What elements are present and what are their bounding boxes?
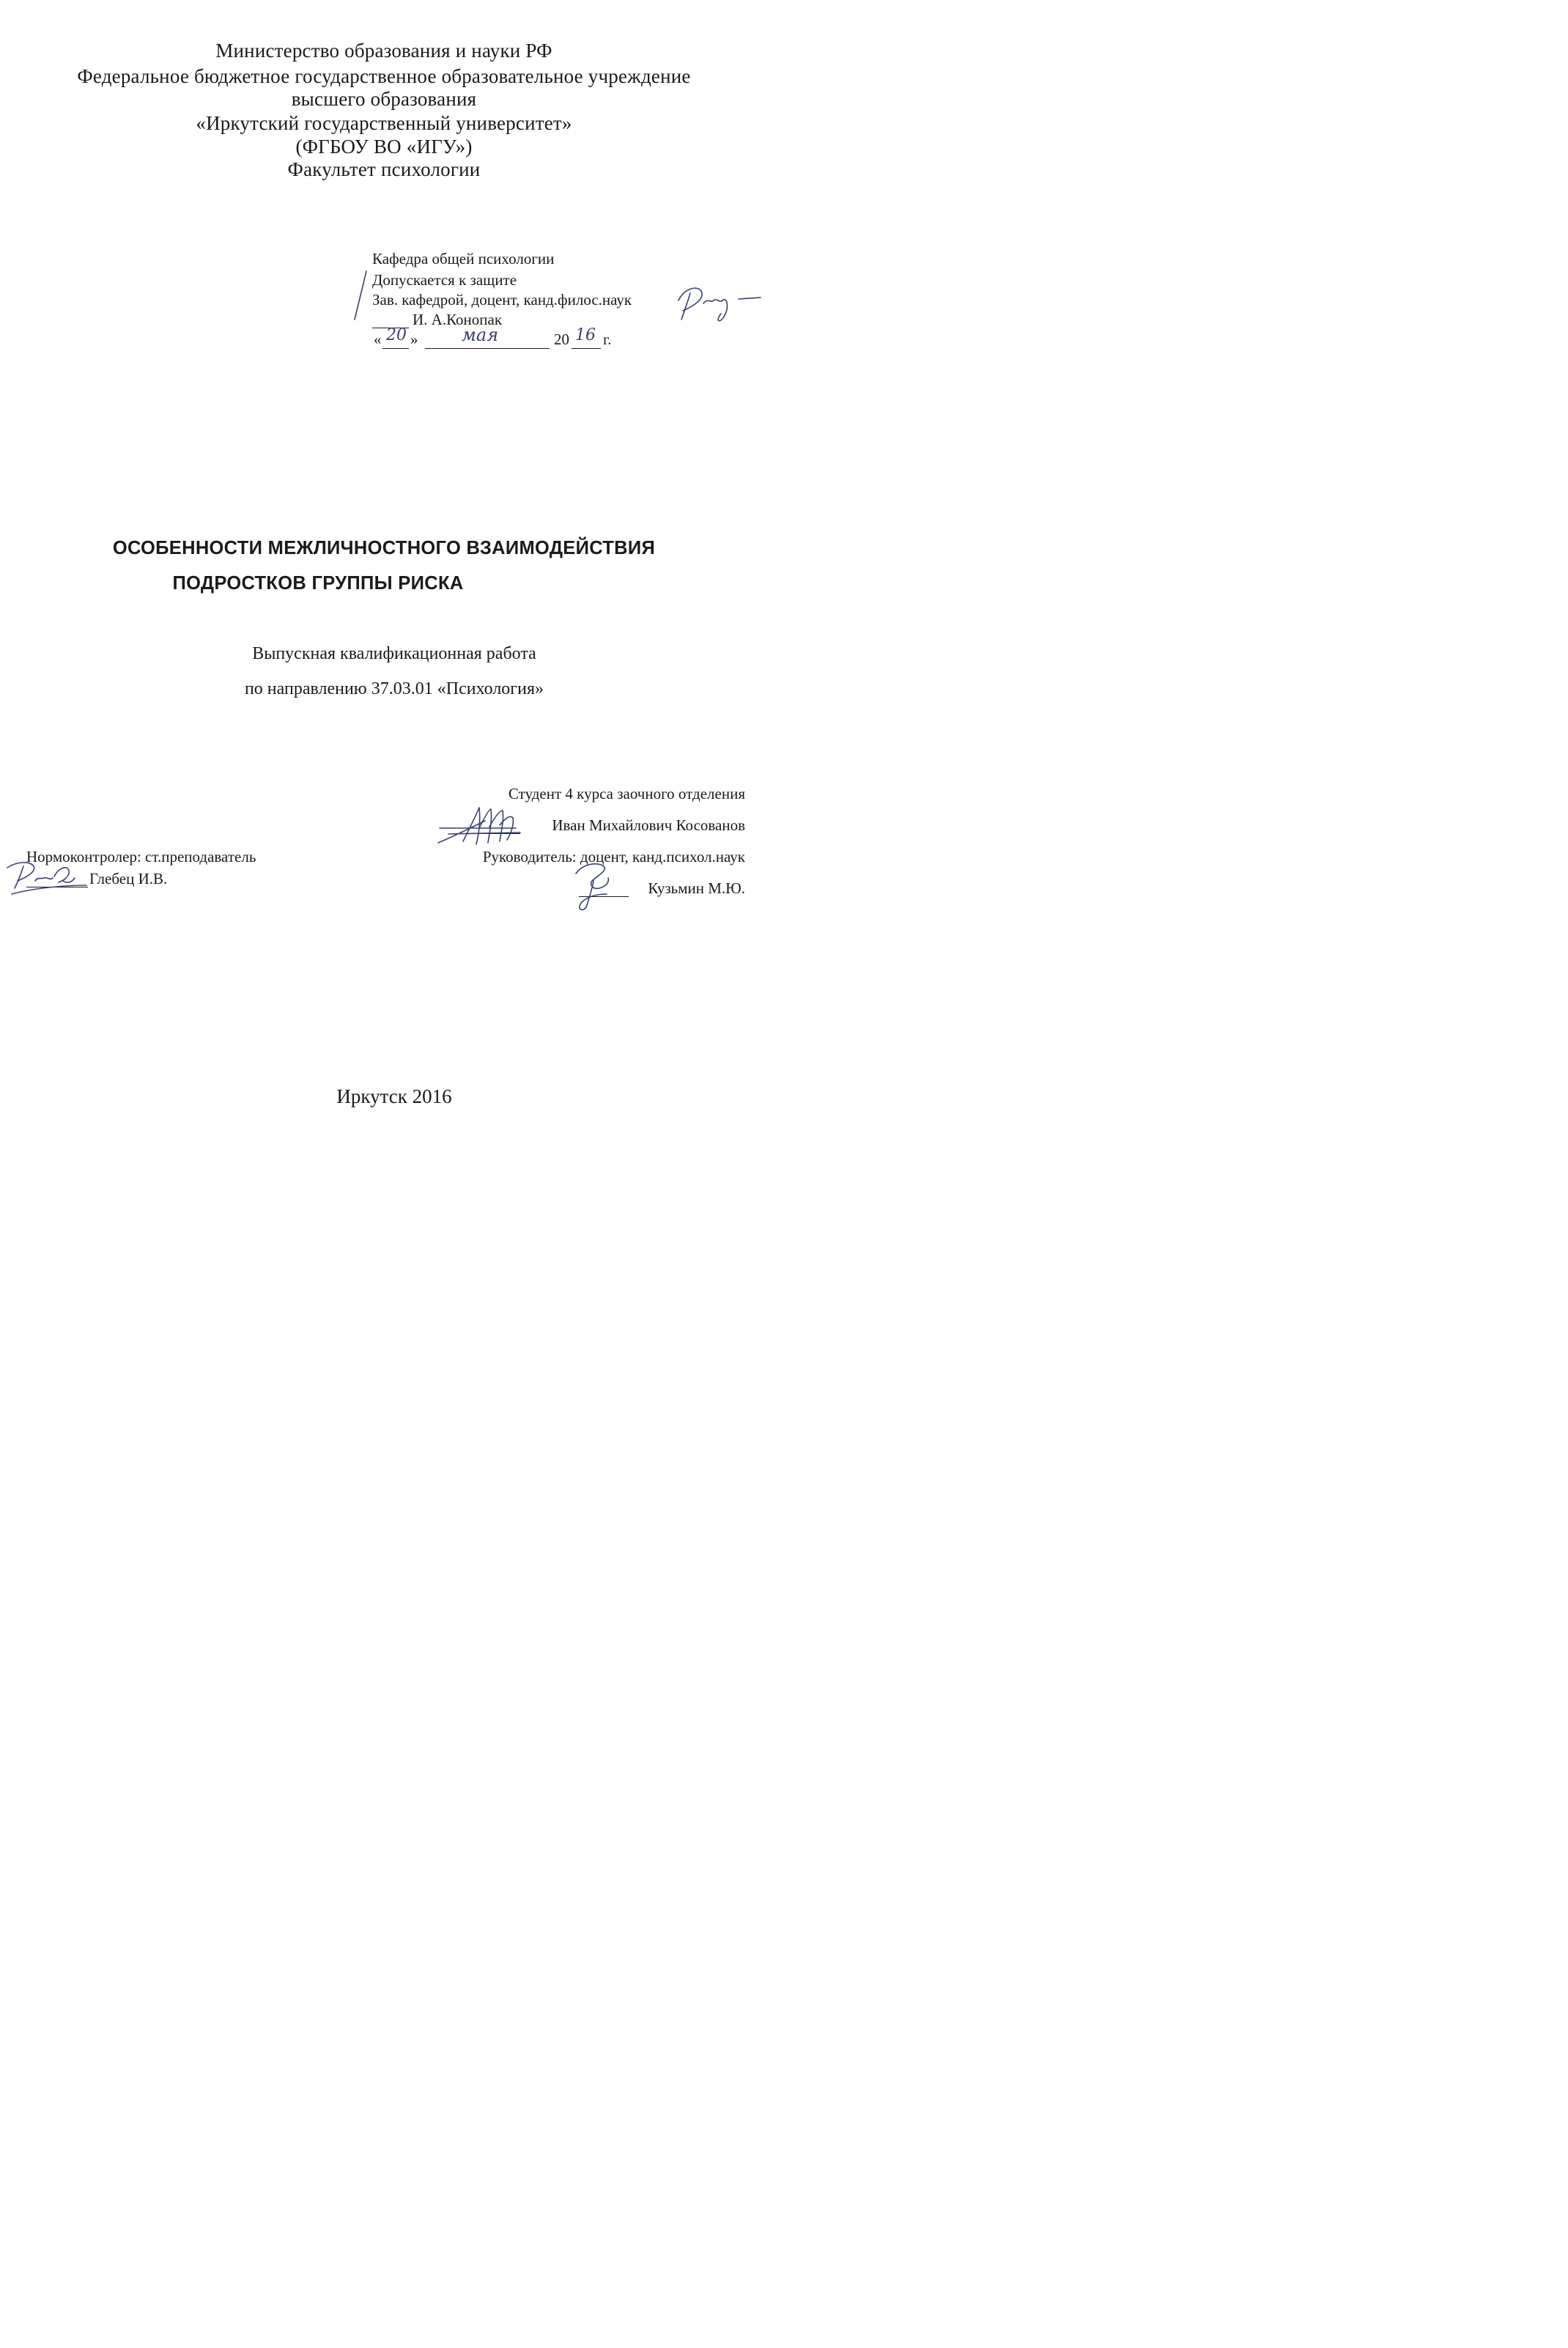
admitted-to-defense: Допускается к защите bbox=[372, 271, 517, 289]
supervisor-name: Кузьмин М.Ю. bbox=[648, 879, 745, 897]
thesis-title-line-2: ПОДРОСТКОВ ГРУППЫ РИСКА bbox=[172, 573, 464, 594]
normcontroller-signature-icon bbox=[4, 856, 92, 907]
student-title: Студент 4 курса заочного отделения bbox=[508, 785, 745, 802]
date-month-line bbox=[425, 348, 550, 349]
student-signature-icon bbox=[434, 799, 529, 857]
department-name: Кафедра общей психологии bbox=[372, 250, 555, 267]
student-name: Иван Михайлович Косованов bbox=[552, 816, 745, 834]
supervisor-signature-icon bbox=[567, 856, 626, 915]
date-day-line bbox=[382, 348, 409, 349]
thesis-title-line-1: ОСОБЕННОСТИ МЕЖЛИЧНОСТНОГО ВЗАИМОДЕЙСТВИЯ bbox=[112, 538, 656, 558]
study-direction: по направлению 37.03.01 «Психология» bbox=[244, 679, 544, 698]
handwritten-month: мая bbox=[462, 325, 499, 345]
university-name: «Иркутский государственный университет» bbox=[196, 112, 572, 134]
date-close-quote: » bbox=[410, 331, 418, 348]
department-head-title: Зав. кафедрой, доцент, канд.филос.наук bbox=[372, 291, 632, 309]
margin-mark-icon bbox=[350, 270, 372, 322]
city-year: Иркутск 2016 bbox=[336, 1085, 452, 1107]
handwritten-day: 20 bbox=[386, 326, 407, 344]
normcontroller-name: Глебец И.В. bbox=[89, 870, 168, 887]
normcontroller-title: Нормоконтролер: ст.преподаватель bbox=[26, 848, 256, 865]
supervisor-title: Руководитель: доцент, канд.психол.наук bbox=[482, 848, 745, 865]
faculty-name: Факультет психологии bbox=[287, 158, 481, 180]
date-year-line bbox=[572, 348, 601, 349]
handwritten-year: 16 bbox=[575, 326, 596, 344]
department-head-name: И. А.Конопак bbox=[413, 311, 503, 328]
work-type: Выпускная квалификационная работа bbox=[252, 644, 536, 663]
date-year-suffix: г. bbox=[603, 331, 612, 348]
institution-line-2: высшего образования bbox=[291, 88, 477, 110]
date-year-prefix: 20 bbox=[554, 331, 569, 348]
head-signature-icon bbox=[668, 278, 763, 333]
institution-line-1: Федеральное бюджетное государственное образовательное учреждение bbox=[77, 65, 691, 87]
date-open-quote: « bbox=[374, 331, 382, 348]
university-abbreviation: (ФГБОУ ВО «ИГУ») bbox=[295, 136, 473, 158]
ministry-line: Министерство образования и науки РФ bbox=[215, 40, 552, 62]
